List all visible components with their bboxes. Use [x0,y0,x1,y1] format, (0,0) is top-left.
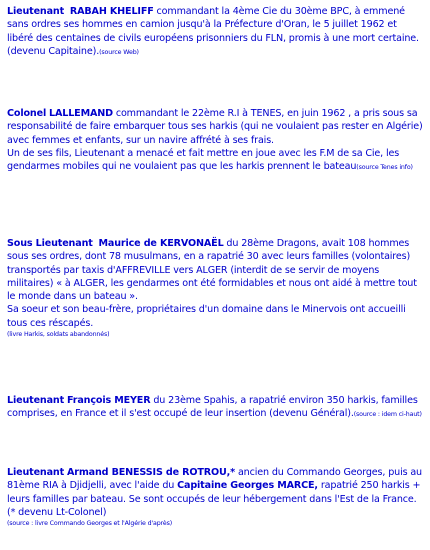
entry-text: du 28ème Dragons, avait 108 hommes sous ses ordres, dont 78 musulmans, en a rapatrié 30 avec leurs familles (volontaires) transportés par taxis d'AFFREVILLE vers ALGER (interdit de se servir de moyens militaires) « à ALGER, les gendarmes ont été formidables et nous ont aidé à mettre tout le monde dans un bateau ». [7,238,417,303]
entry-text: commandant la 4ème Cie du 30ème BPC, à emmené sans ordres ses hommes en camion jusqu'à la Préfecture d'Oran, le 5 juillet 1962 et libéré des centaines de civils européens prisonniers du FLN, promis à une mort certaine. (devenu Capitaine). [7,6,419,57]
entry-name: LALLEMAND [49,108,113,119]
entry-bold-name: Capitaine Georges MARCE, [177,480,318,492]
entry-rank: Sous Lieutenant [7,238,93,249]
entry-kheliff [7,5,424,58]
entry-text-2: Un de ses fils, Lieutenant a menacé et fait mettre en joue avec les F.M de sa Cie, les gendarmes mobiles qui ne voulaient pas que les harkis prennent le bateau [7,147,400,173]
entry-benessis [7,466,424,528]
entry-lallemand [7,107,424,173]
entry-kervonael [7,237,424,339]
entry-text: ancien du Commando Georges, puis au 81ème RIA à Djidjelli, avec l'aide du [7,467,422,492]
entry-text-2: Sa soeur et son beau-frère, propriétaires d'un domaine dans le Minervois ont accueilli tous ces réscapés. [7,304,406,329]
entry-source: (source Tenes info) [356,164,413,172]
entry-rank: Lieutenant [7,395,65,406]
entry-text: commandant le 22ème R.I à TENES, en juin 1962 , a pris sous sa responsabilité de faire embarquer tous ses harkis (qui ne voulaient pas rester en Algérie) avec femmes et enfants, sur un navire affrété à ses frais. [7,108,423,146]
entry-text-2: rapatrié 250 harkis + leurs familles par bateau. Se sont occupés de leur hébergement dans l'Est de la France. (* devenu Lt-Colonel) [7,480,421,518]
entry-name: François MEYER [66,395,151,406]
entry-meyer [7,394,424,421]
entry-source: (source Web) [99,48,139,56]
entry-name: Maurice de KERVONAËL [98,238,224,249]
entry-rank: Lieutenant [7,467,65,478]
entry-text: du 23ème Spahis, a rapatrié environ 350 harkis, familles comprises, en France et il s'est occupé de leur insertion (devenu Général). [7,395,418,420]
entry-rank: Colonel [7,108,47,119]
entry-rank: Lieutenant [7,6,65,17]
entry-name: RABAH KHELIFF [69,6,154,17]
entry-source: (source : livre Commando Georges et l'Algérie d'après) [7,520,173,528]
entry-source: (source : idem ci-haut) [353,411,422,419]
entry-source: (livre Harkis, soldats abandonnés) [7,331,110,339]
entry-name: Armand BENESSIS de ROTROU,* [66,467,236,478]
